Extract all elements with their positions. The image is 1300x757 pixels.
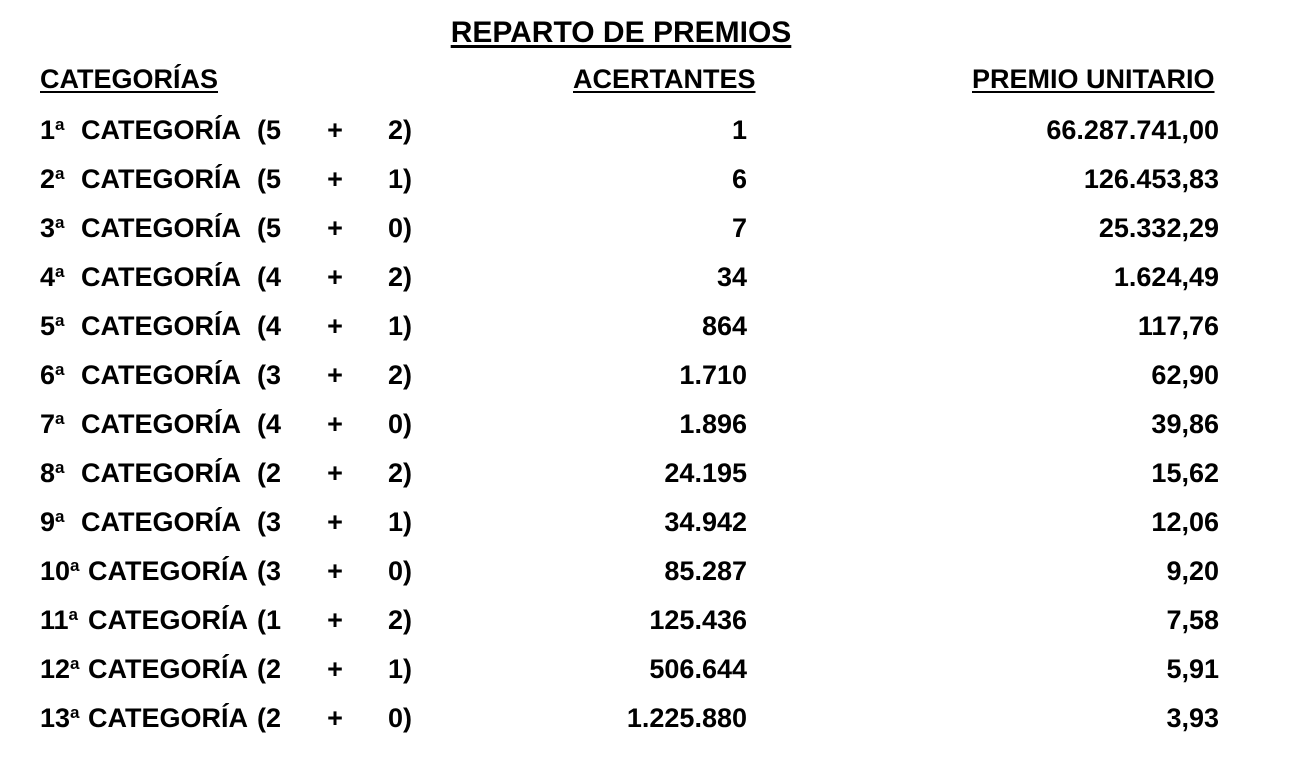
acertantes-value: 7 (731, 213, 747, 243)
category-word: CATEGORÍA (81, 507, 241, 537)
plus-sign: + (327, 507, 343, 537)
category-word: CATEGORÍA (88, 703, 248, 733)
plus-sign: + (327, 458, 343, 488)
match-numbers: (2 (256, 703, 281, 733)
ordinal-suffix: a (70, 654, 80, 673)
table-row (0, 155, 1300, 204)
category-number: 10 (40, 556, 71, 586)
match-numbers: (4 (256, 409, 281, 439)
acertantes-value: 125.436 (649, 605, 747, 635)
match-stars: 2) (387, 605, 412, 635)
category-word: CATEGORÍA (81, 115, 241, 145)
category-word: CATEGORÍA (88, 605, 248, 635)
plus-sign: + (327, 556, 343, 586)
category-number: 1 (40, 115, 56, 145)
prize-table (0, 106, 1300, 743)
acertantes-value: 1.896 (679, 409, 747, 439)
match-numbers: (3 (256, 360, 281, 390)
header-acertantes: ACERTANTES (573, 64, 756, 94)
acertantes-value: 1 (731, 115, 747, 145)
category-number: 9 (40, 507, 56, 537)
category-number: 11 (40, 605, 69, 635)
category-word: CATEGORÍA (81, 262, 241, 292)
acertantes-value: 24.195 (664, 458, 747, 488)
table-row (0, 106, 1300, 155)
match-numbers: (5 (256, 164, 281, 194)
acertantes-value: 34 (716, 262, 747, 292)
plus-sign: + (327, 164, 343, 194)
premio-value: 7,58 (1166, 605, 1219, 635)
match-stars: 1) (387, 654, 412, 684)
category-word: CATEGORÍA (81, 164, 241, 194)
ordinal-suffix: a (68, 605, 79, 624)
category-number: 3 (40, 213, 56, 243)
premio-value: 12,06 (1151, 507, 1219, 537)
match-stars: 0) (387, 703, 412, 733)
premio-value: 66.287.741,00 (1046, 115, 1219, 145)
acertantes-value: 864 (701, 311, 747, 341)
premio-value: 39,86 (1151, 409, 1219, 439)
match-numbers: (2 (256, 458, 281, 488)
table-row (0, 596, 1300, 645)
match-numbers: (3 (256, 507, 281, 537)
match-numbers: (5 (256, 213, 281, 243)
ordinal-suffix: a (55, 458, 65, 477)
ordinal-suffix: a (55, 115, 65, 134)
match-numbers: (4 (256, 311, 281, 341)
premio-value: 117,76 (1137, 311, 1219, 341)
table-row (0, 449, 1300, 498)
match-stars: 2) (387, 458, 412, 488)
premio-value: 25.332,29 (1098, 213, 1219, 243)
table-row (0, 645, 1300, 694)
header-premio-unitario: PREMIO UNITARIO (972, 64, 1215, 94)
premio-value: 15,62 (1151, 458, 1219, 488)
ordinal-suffix: a (70, 703, 80, 722)
category-number: 2 (40, 164, 56, 194)
category-number: 6 (40, 360, 56, 390)
acertantes-value: 6 (731, 164, 747, 194)
category-word: CATEGORÍA (81, 409, 241, 439)
premio-value: 9,20 (1166, 556, 1219, 586)
acertantes-value: 506.644 (649, 654, 747, 684)
table-row (0, 547, 1300, 596)
premio-value: 62,90 (1151, 360, 1219, 390)
match-stars: 2) (387, 360, 412, 390)
match-stars: 2) (387, 115, 412, 145)
category-number: 12 (40, 654, 71, 684)
category-number: 7 (40, 409, 56, 439)
match-stars: 1) (387, 507, 412, 537)
category-word: CATEGORÍA (88, 654, 248, 684)
plus-sign: + (327, 115, 343, 145)
plus-sign: + (327, 213, 343, 243)
ordinal-suffix: a (55, 360, 65, 379)
category-word: CATEGORÍA (81, 213, 241, 243)
ordinal-suffix: a (55, 311, 65, 330)
ordinal-suffix: a (55, 507, 65, 526)
match-stars: 0) (387, 556, 412, 586)
ordinal-suffix: a (70, 556, 80, 575)
match-numbers: (1 (256, 605, 281, 635)
plus-sign: + (327, 360, 343, 390)
header-categorias: CATEGORÍAS (40, 64, 219, 94)
category-number: 8 (40, 458, 56, 488)
ordinal-suffix: a (55, 262, 65, 281)
page-title: REPARTO DE PREMIOS (450, 16, 792, 49)
premio-value: 1.624,49 (1113, 262, 1219, 292)
category-word: CATEGORÍA (81, 311, 241, 341)
match-numbers: (4 (256, 262, 281, 292)
premio-value: 3,93 (1166, 703, 1219, 733)
ordinal-suffix: a (55, 409, 65, 428)
acertantes-value: 1.225.880 (626, 703, 747, 733)
table-row (0, 498, 1300, 547)
plus-sign: + (327, 409, 343, 439)
category-number: 4 (40, 262, 56, 292)
category-number: 5 (40, 311, 56, 341)
table-row (0, 400, 1300, 449)
match-numbers: (2 (256, 654, 281, 684)
category-word: CATEGORÍA (81, 360, 241, 390)
category-word: CATEGORÍA (81, 458, 241, 488)
table-row (0, 302, 1300, 351)
ordinal-suffix: a (55, 213, 65, 232)
plus-sign: + (327, 654, 343, 684)
match-stars: 1) (387, 164, 412, 194)
category-number: 13 (40, 703, 71, 733)
table-row (0, 694, 1300, 743)
acertantes-value: 1.710 (679, 360, 747, 390)
match-numbers: (5 (256, 115, 281, 145)
match-numbers: (3 (256, 556, 281, 586)
match-stars: 1) (387, 311, 412, 341)
premio-value: 5,91 (1166, 654, 1219, 684)
plus-sign: + (327, 311, 343, 341)
plus-sign: + (327, 605, 343, 635)
acertantes-value: 85.287 (664, 556, 747, 586)
table-row (0, 351, 1300, 400)
match-stars: 2) (387, 262, 412, 292)
category-word: CATEGORÍA (88, 556, 248, 586)
ordinal-suffix: a (55, 164, 65, 183)
acertantes-value: 34.942 (664, 507, 747, 537)
table-row (0, 253, 1300, 302)
table-row (0, 204, 1300, 253)
plus-sign: + (327, 262, 343, 292)
premio-value: 126.453,83 (1083, 164, 1219, 194)
plus-sign: + (327, 703, 343, 733)
match-stars: 0) (387, 213, 412, 243)
match-stars: 0) (387, 409, 412, 439)
